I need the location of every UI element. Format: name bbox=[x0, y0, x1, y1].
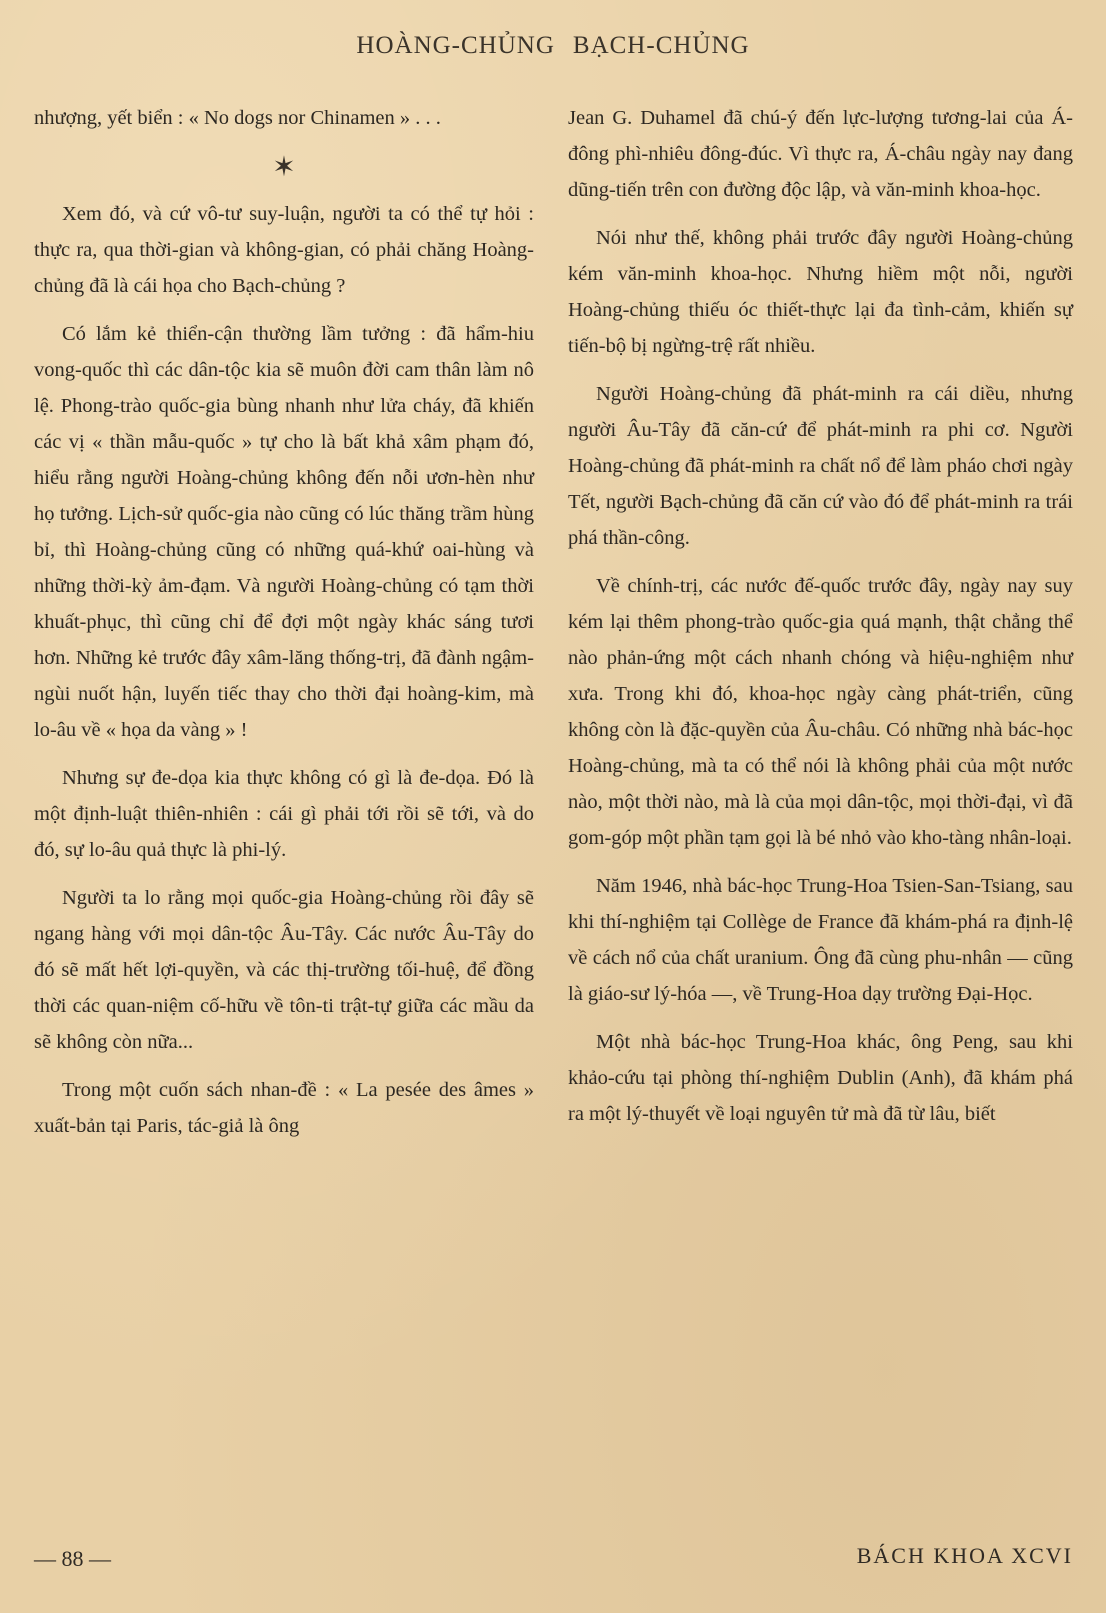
paragraph: Nhưng sự đe-dọa kia thực không có gì là đe-dọa. Đó là một định-luật thiên-nhiên : cái gì phải tới rồi sẽ tới, và do đó, sự lo-âu quả thực là phi-lý. bbox=[34, 767, 534, 861]
header-right-title: BẠCH-CHỦNG bbox=[572, 32, 750, 59]
paragraph: Nói như thế, không phải trước đây người Hoàng-chủng kém văn-minh khoa-học. Nhưng hiềm một nỗi, người Hoàng-chủng thiếu óc thiết-thực lại đa tình-cảm, khiến sự tiến-bộ bị ngừng-trệ rất nhiều. bbox=[568, 227, 1073, 357]
paragraph: Người Hoàng-chủng đã phát-minh ra cái diều, nhưng người Âu-Tây đã căn-cứ để phát-minh ra phi cơ. Người Hoàng-chủng đã phát-minh ra chất nổ để làm pháo chơi ngày Tết, người Bạch-chủng đã căn cứ vào đó để phát-minh ra trái phá thần-công. bbox=[568, 383, 1073, 549]
paragraph: Jean G. Duhamel đã chú-ý đến lực-lượng tương-lai của Á-đông phì-nhiêu đông-đúc. Vì thực ra, Á-châu ngày nay đang dũng-tiến trên con đường độc lập, và văn-minh khoa-học. bbox=[568, 107, 1073, 201]
paragraph: Người ta lo rằng mọi quốc-gia Hoàng-chủng rồi đây sẽ ngang hàng với mọi dân-tộc Âu-Tây. Các nước Âu-Tây do đó sẽ mất hết lợi-quyền, và các thị-trường tối-huệ, để đồng thời các quan-niệm cố-hữu về tôn-ti trật-tự giữa các mầu da sẽ không còn nữa... bbox=[34, 887, 534, 1053]
paragraph: Xem đó, và cứ vô-tư suy-luận, người ta có thể tự hỏi : thực ra, qua thời-gian và không-gian, có phải chăng Hoàng-chủng đã là cái họa cho Bạch-chủng ? bbox=[34, 203, 534, 297]
left-column bbox=[34, 100, 534, 1156]
header-left-title: HOÀNG-CHỦNG bbox=[356, 32, 555, 59]
running-header bbox=[0, 32, 1106, 60]
paragraph: Trong một cuốn sách nhan-đề : « La pesée des âmes » xuất-bản tại Paris, tác-giả là ông bbox=[34, 1079, 534, 1137]
paragraph: Năm 1946, nhà bác-học Trung-Hoa Tsien-San-Tsiang, sau khi thí-nghiệm tại Collège de France đã khám-phá ra định-lệ về cách nổ của chất uranium. Ông đã cùng phu-nhân — cũng là giáo-sư lý-hóa —, về Trung-Hoa dạy trường Đại-Học. bbox=[568, 875, 1073, 1005]
paragraph: Một nhà bác-học Trung-Hoa khác, ông Peng, sau khi khảo-cứu tại phòng thí-nghiệm Dublin (Anh), đã khám phá ra một lý-thuyết về loại nguyên tử mà đã từ lâu, biết bbox=[568, 1031, 1073, 1125]
issue-label: BÁCH KHOA XCVI bbox=[856, 1543, 1073, 1568]
paragraph: Có lắm kẻ thiển-cận thường lầm tưởng : đã hẩm-hiu vong-quốc thì các dân-tộc kia sẽ muôn đời cam thân làm nô lệ. Phong-trào quốc-gia bùng nhanh như lửa cháy, đã khiến các vị « thần mẫu-quốc » tự cho là bất khả xâm phạm đó, hiểu rằng người Hoàng-chủng không đến nỗi ươn-hèn như họ tưởng. Lịch-sử quốc-gia nào cũng có lúc thăng trầm hùng bỉ, thì Hoàng-chủng cũng có những quá-khứ oai-hùng và những thời-kỳ ảm-đạm. Và người Hoàng-chủng có tạm thời khuất-phục, thì cũng chỉ để đợi một ngày khác sáng tươi hơn. Những kẻ trước đây xâm-lăng thống-trị, đã đành ngậm-ngùi nuốt hận, luyến tiếc thay cho thời đại hoàng-kim, mà lo-âu về « họa da vàng » ! bbox=[34, 323, 534, 741]
page-number: — 88 — bbox=[34, 1546, 111, 1571]
right-column bbox=[568, 100, 1073, 1144]
section-separator-icon: ✶ bbox=[272, 152, 296, 183]
paragraph: nhượng, yết biển : « No dogs nor Chinamen » . . . bbox=[34, 107, 441, 129]
paragraph: Về chính-trị, các nước đế-quốc trước đây, ngày nay suy kém lại thêm phong-trào quốc-gia quá mạnh, thật chẳng thể nào phản-ứng một cách nhanh chóng và hiệu-nghiệm như xưa. Trong khi đó, khoa-học ngày càng phát-triển, cũng không còn là đặc-quyền của Âu-châu. Có những nhà bác-học Hoàng-chủng, mà ta có thể nói là không phải của một nước nào, một thời nào, mà là của mọi dân-tộc, mọi thời-đại, vì đã gom-góp một phần tạm gọi là bé nhỏ vào kho-tàng nhân-loại. bbox=[568, 575, 1073, 849]
